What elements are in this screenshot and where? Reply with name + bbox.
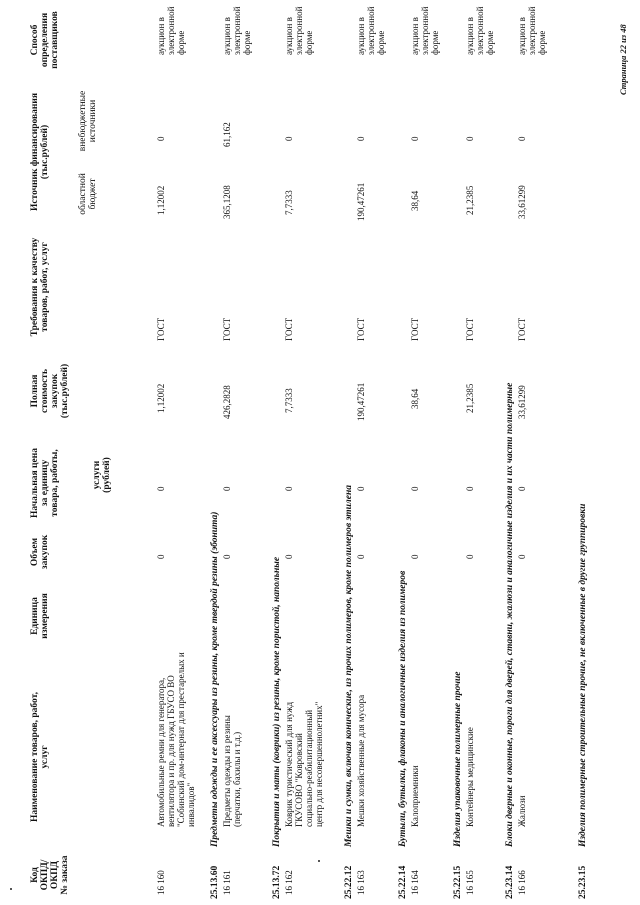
- row-total: 33,61299: [517, 385, 527, 419]
- row-method: аукцион в электронной форме: [517, 6, 547, 55]
- row-number: 16 162: [284, 870, 294, 895]
- header-price: Начальная цена за единицу товара, работы,: [30, 448, 60, 518]
- header-fund-extra: внебюджетные источники: [78, 90, 98, 152]
- row-requirements: ГОСТ: [222, 317, 232, 341]
- row-name: Мешки хозяйственные для мусора: [356, 694, 366, 827]
- row-method: аукцион в электронной форме: [410, 6, 440, 55]
- header-total: Полная стоимость закупок (тыс.рублей): [30, 363, 70, 419]
- row-method: аукцион в электронной форме: [465, 6, 495, 55]
- page-number: Страница 22 из 48: [618, 24, 628, 95]
- section-code: 25.22.14: [398, 865, 408, 899]
- row-fund-extra: 0: [410, 136, 420, 141]
- row-number: 16 166: [517, 870, 527, 895]
- row-volume: 0: [156, 554, 166, 559]
- row-number: 16 165: [465, 870, 475, 895]
- row-volume: 0: [284, 554, 294, 559]
- row-name: Жалюзи: [517, 795, 527, 827]
- row-price: 0: [156, 486, 166, 491]
- row-requirements: ГОСТ: [410, 317, 420, 341]
- section-title: Блоки дверные и оконные, пороги для дверей, ставни, жалюзи и аналогичные изделия и их части полимерные: [505, 382, 515, 847]
- row-fund-regional: 190,47261: [356, 182, 366, 221]
- row-price: 0: [222, 486, 232, 491]
- row-requirements: ГОСТ: [517, 317, 527, 341]
- row-fund-regional: 21,2385: [465, 185, 475, 215]
- row-name: Контейнеры медицинские: [465, 727, 475, 827]
- row-method: аукцион в электронной форме: [284, 6, 314, 55]
- row-price: 0: [465, 486, 475, 491]
- header-method: Способ определения поставщиков: [30, 11, 60, 69]
- row-total: 21,2385: [465, 383, 475, 413]
- row-requirements: ГОСТ: [156, 317, 166, 341]
- row-fund-regional: 365,1208: [222, 185, 232, 219]
- header-funding: Источник финансирования (тыс.рублей): [30, 93, 50, 212]
- row-number: 16 160: [156, 870, 166, 895]
- row-fund-extra: 0: [465, 136, 475, 141]
- row-fund-extra: 0: [356, 136, 366, 141]
- row-volume: 0: [222, 554, 232, 559]
- row-volume: 0: [465, 554, 475, 559]
- section-title: Покрытия и маты (коврики) из резины, кроме пористой, напольные: [272, 556, 282, 847]
- row-price: 0: [410, 486, 420, 491]
- row-volume: 0: [410, 554, 420, 559]
- row-number: 16 161: [222, 870, 232, 895]
- row-requirements: ГОСТ: [356, 317, 366, 341]
- row-total: 1,12002: [156, 383, 166, 413]
- section-code: 25.22.12: [344, 865, 354, 899]
- row-fund-regional: 7,7333: [284, 190, 294, 215]
- row-volume: 0: [356, 554, 366, 559]
- row-price: 0: [284, 486, 294, 491]
- row-name: Коврик туристический для нужд ГКУСОВО "Ковровский социально-реабилитационный центр для несовершеннолетних": [284, 701, 324, 827]
- row-name: Автомобильные ремни для генератора, вентилятора и пр. для нужд ГБУСО ВО "Собинский дом-интернат для престарелых и инвалидов": [156, 652, 196, 827]
- row-fund-regional: 1,12002: [156, 185, 166, 215]
- row-fund-extra: 0: [284, 136, 294, 141]
- section-code: 25.13.72: [272, 865, 282, 899]
- scan-mark: [318, 860, 320, 862]
- row-method: аукцион в электронной форме: [156, 6, 186, 55]
- header-code: Код ОКПД/ ОКПД № заказа: [30, 855, 70, 895]
- header-unit: Единица измерения: [30, 593, 50, 639]
- row-number: 16 164: [410, 870, 420, 895]
- row-volume: 0: [517, 554, 527, 559]
- row-number: 16 163: [356, 870, 366, 895]
- section-code: 25.13.60: [210, 865, 220, 899]
- row-fund-extra: 0: [156, 136, 166, 141]
- row-method: аукцион в электронной форме: [356, 6, 386, 55]
- row-total: 7,7333: [284, 388, 294, 413]
- row-method: аукцион в электронной форме: [222, 6, 252, 55]
- row-total: 38,64: [410, 388, 420, 409]
- row-fund-regional: 38,64: [410, 190, 420, 211]
- section-code: 25.22.15: [453, 865, 463, 899]
- row-requirements: ГОСТ: [284, 317, 294, 341]
- row-fund-extra: 0: [517, 136, 527, 141]
- section-code: 25.23.15: [578, 865, 588, 899]
- header-requirements: Требования к качеству товаров, работ, услуг: [30, 237, 50, 337]
- section-code: 25.23.14: [505, 865, 515, 899]
- section-title: Мешки и сумки, включая конические, из прочих полимеров, кроме полимеров этилена: [344, 484, 354, 847]
- header-fund-regional: областной бюджет: [78, 173, 98, 215]
- section-title: Изделия полимерные строительные прочие, не включенные в другие группировки: [578, 503, 588, 847]
- row-name: Предметы одежды из резины (перчатки, бахилы и т.д.): [222, 715, 242, 827]
- section-title: Изделия упаковочные полимерные прочие: [453, 671, 463, 847]
- header-name: Наименование товаров, работ, услуг: [30, 692, 50, 822]
- row-name: Калоприемники: [410, 765, 420, 827]
- section-title: Предметы одежды и ее аксессуары из резины, кроме твердой резины (эбонита): [210, 511, 220, 847]
- scan-mark: [10, 888, 12, 890]
- section-title: Бутыли, бутылки, флаконы и аналогичные изделия из полимеров: [398, 570, 408, 847]
- row-total: 426,2828: [222, 385, 232, 419]
- row-price: 0: [517, 486, 527, 491]
- header-price-units: услуги (рублей): [92, 457, 112, 493]
- header-volume: Объем закупок: [30, 534, 50, 570]
- row-fund-regional: 33,61299: [517, 185, 527, 219]
- row-requirements: ГОСТ: [465, 317, 475, 341]
- row-total: 190,47261: [356, 382, 366, 421]
- row-fund-extra: 61,162: [222, 122, 232, 147]
- row-price: 0: [356, 486, 366, 491]
